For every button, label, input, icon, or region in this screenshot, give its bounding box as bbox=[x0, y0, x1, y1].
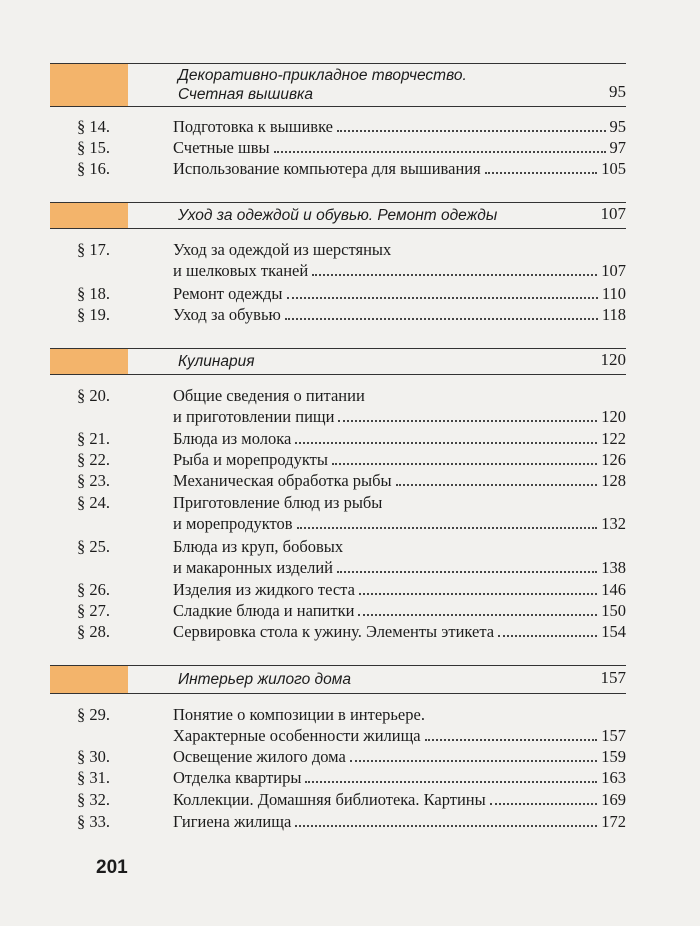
entry-title: Понятие о композиции в интерьере. bbox=[173, 705, 425, 724]
dot-leader bbox=[287, 297, 598, 299]
dot-leader bbox=[297, 527, 598, 529]
entry-title: Характерные особенности жилища bbox=[173, 726, 421, 745]
toc-entry bbox=[77, 470, 626, 491]
toc-entry bbox=[77, 811, 626, 832]
entry-number: § 18. bbox=[77, 284, 110, 303]
section-header bbox=[50, 665, 626, 692]
entry-title: Уход за обувью bbox=[173, 305, 281, 324]
toc-entry bbox=[77, 428, 626, 449]
section-title-line: Кулинария bbox=[178, 353, 255, 370]
entry-page: 163 bbox=[601, 768, 626, 787]
entry-title: Использование компьютера для вышивания bbox=[173, 159, 481, 178]
page-number: 201 bbox=[96, 857, 128, 878]
dot-leader bbox=[396, 484, 598, 486]
dot-leader bbox=[490, 803, 598, 805]
entry-page: 159 bbox=[601, 747, 626, 766]
section-header bbox=[50, 202, 626, 227]
dot-leader bbox=[305, 781, 597, 783]
entry-number: § 24. bbox=[77, 493, 110, 512]
entry-page: 172 bbox=[601, 812, 626, 831]
section-accent-bar bbox=[50, 666, 128, 693]
section-title bbox=[178, 352, 255, 371]
entry-title: Освещение жилого дома bbox=[173, 747, 346, 766]
entry-title: Коллекции. Домашняя библиотека. Картины bbox=[173, 790, 486, 809]
entry-number: § 26. bbox=[77, 580, 110, 599]
section-header bbox=[50, 348, 626, 373]
entry-page: 169 bbox=[601, 790, 626, 809]
entry-page: 146 bbox=[601, 580, 626, 599]
dot-leader bbox=[338, 420, 597, 422]
entry-number: § 32. bbox=[77, 790, 110, 809]
dot-leader bbox=[425, 739, 598, 741]
section-page: 107 bbox=[600, 204, 626, 223]
section-page: 120 bbox=[600, 350, 626, 369]
entry-number: § 23. bbox=[77, 471, 110, 490]
entry-page: 105 bbox=[601, 159, 626, 178]
toc-entry bbox=[77, 746, 626, 767]
section-title-line: Интерьер жилого дома bbox=[178, 671, 351, 688]
toc-entry bbox=[77, 158, 626, 179]
entry-title: Блюда из молока bbox=[173, 429, 292, 448]
dot-leader bbox=[337, 571, 597, 573]
section-title bbox=[178, 670, 351, 689]
entry-title: и морепродуктов bbox=[173, 514, 293, 533]
entry-title: Изделия из жидкого теста bbox=[173, 580, 355, 599]
toc-entry bbox=[77, 704, 626, 746]
entry-page: 107 bbox=[601, 261, 626, 280]
entry-page: 97 bbox=[609, 138, 626, 157]
dot-leader bbox=[337, 130, 606, 132]
entry-number: § 31. bbox=[77, 768, 110, 787]
entry-number: § 15. bbox=[77, 138, 110, 157]
toc-entry bbox=[77, 449, 626, 470]
dot-leader bbox=[359, 593, 597, 595]
section-accent-bar bbox=[50, 349, 128, 374]
toc-entry bbox=[77, 239, 626, 281]
entry-number: § 16. bbox=[77, 159, 110, 178]
dot-leader bbox=[295, 825, 597, 827]
entry-page: 118 bbox=[601, 305, 626, 324]
toc-entry bbox=[77, 304, 626, 325]
toc-entry bbox=[77, 579, 626, 600]
entry-title: Сладкие блюда и напитки bbox=[173, 601, 355, 620]
section-accent-bar bbox=[50, 203, 128, 228]
entry-number: § 19. bbox=[77, 305, 110, 324]
toc-entry bbox=[77, 621, 626, 642]
entry-page: 138 bbox=[601, 558, 626, 577]
entry-number: § 14. bbox=[77, 117, 110, 136]
toc-entry bbox=[77, 767, 626, 788]
entry-number: § 22. bbox=[77, 450, 110, 469]
dot-leader bbox=[485, 172, 598, 174]
entry-number: § 29. bbox=[77, 705, 110, 724]
entry-title: Рыба и морепродукты bbox=[173, 450, 328, 469]
entry-page: 150 bbox=[601, 601, 626, 620]
entry-title: Гигиена жилища bbox=[173, 812, 292, 831]
dot-leader bbox=[350, 760, 597, 762]
section-title-line: Декоративно-прикладное творчество. bbox=[178, 67, 467, 84]
section-page: 157 bbox=[600, 668, 626, 687]
dot-leader bbox=[498, 635, 597, 637]
entry-page: 120 bbox=[601, 407, 626, 426]
toc-entry bbox=[77, 385, 626, 427]
entry-number: § 17. bbox=[77, 240, 110, 259]
entry-title: и макаронных изделий bbox=[173, 558, 333, 577]
dot-leader bbox=[274, 151, 606, 153]
entry-title: Ремонт одежды bbox=[173, 284, 283, 303]
entry-title: и приготовлении пищи bbox=[173, 407, 335, 426]
entry-title: Сервировка стола к ужину. Элементы этикета bbox=[173, 622, 495, 641]
entry-number: § 21. bbox=[77, 429, 110, 448]
entry-page: 95 bbox=[609, 117, 626, 136]
toc-entry bbox=[77, 492, 626, 534]
entry-number: § 27. bbox=[77, 601, 110, 620]
entry-page: 122 bbox=[601, 429, 626, 448]
entry-page: 128 bbox=[601, 471, 626, 490]
entry-number: § 28. bbox=[77, 622, 110, 641]
entry-number: § 25. bbox=[77, 537, 110, 556]
entry-title: и шелковых тканей bbox=[173, 261, 309, 280]
dot-leader bbox=[312, 274, 597, 276]
dot-leader bbox=[285, 318, 598, 320]
dot-leader bbox=[295, 442, 597, 444]
toc-entry bbox=[77, 536, 626, 578]
entry-title: Подготовка к вышивке bbox=[173, 117, 333, 136]
dot-leader bbox=[332, 463, 597, 465]
section-header bbox=[50, 63, 626, 105]
section-title-line: Уход за одеждой и обувью. Ремонт одежды bbox=[178, 207, 498, 224]
entry-page: 110 bbox=[601, 284, 626, 303]
toc-entry bbox=[77, 789, 626, 810]
entry-page: 126 bbox=[601, 450, 626, 469]
entry-title: Приготовление блюд из рыбы bbox=[173, 493, 383, 512]
entry-page: 157 bbox=[601, 726, 626, 745]
toc-entry bbox=[77, 137, 626, 158]
entry-title: Счетные швы bbox=[173, 138, 270, 157]
section-title bbox=[178, 66, 467, 104]
entry-page: 132 bbox=[601, 514, 626, 533]
entry-number: § 30. bbox=[77, 747, 110, 766]
section-accent-bar bbox=[50, 64, 128, 106]
toc-entry bbox=[77, 600, 626, 621]
toc-entry bbox=[77, 116, 626, 137]
entry-title: Отделка квартиры bbox=[173, 768, 302, 787]
dot-leader bbox=[358, 614, 597, 616]
section-page: 95 bbox=[609, 82, 626, 101]
entry-title: Блюда из круп, бобовых bbox=[173, 537, 344, 556]
entry-title: Механическая обработка рыбы bbox=[173, 471, 392, 490]
entry-page: 154 bbox=[601, 622, 626, 641]
section-title bbox=[178, 206, 497, 225]
toc-entry bbox=[77, 283, 626, 304]
entry-number: § 20. bbox=[77, 386, 110, 405]
entry-number: § 33. bbox=[77, 812, 110, 831]
section-title-line: Счетная вышивка bbox=[178, 86, 313, 103]
entry-title: Уход за одеждой из шерстяных bbox=[173, 240, 392, 259]
entry-title: Общие сведения о питании bbox=[173, 386, 365, 405]
